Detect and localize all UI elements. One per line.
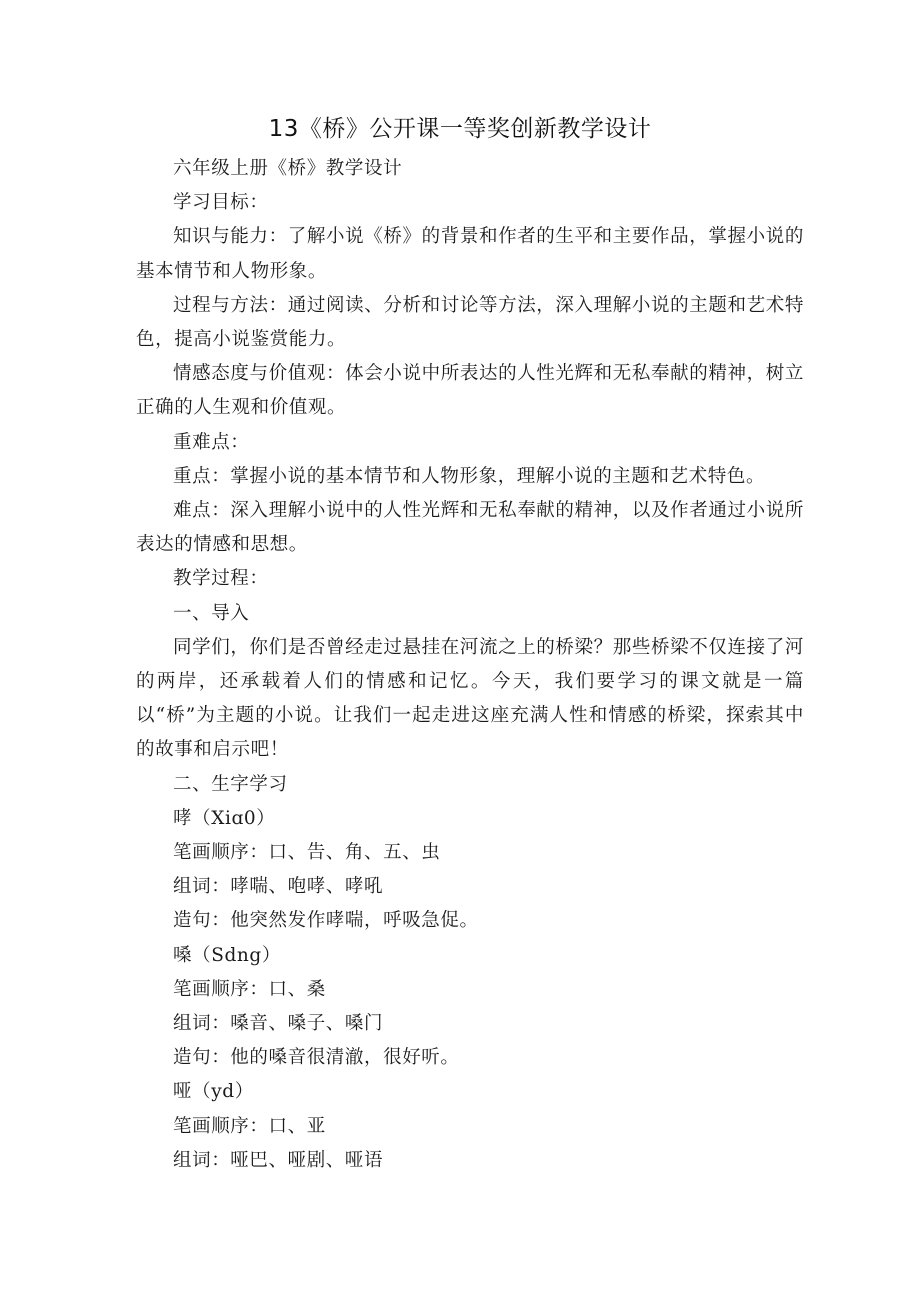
paragraph-intro: 同学们，你们是否曾经走过悬挂在河流之上的桥梁？那些桥梁不仅连接了河的两岸，还承载着人们的情感和记忆。今天，我们要学习的课文就是一篇以“桥”为主题的小说。让我们一起走进这座充满人性和情感的桥梁，探索其中的故事和启示吧！ — [136, 636, 804, 761]
paragraph-char-xiao: 哮（Xiɑ0） — [173, 807, 276, 829]
paragraph-difficulty: 难点：深入理解小说中的人性光辉和无私奉献的精神，以及作者通过小说所表达的情感和思想。 — [136, 500, 804, 556]
paragraph-char-sang: 嗓（Sdng） — [173, 944, 281, 966]
paragraph-characters-heading: 二、生字学习 — [173, 773, 288, 795]
paragraph-xiao-words: 组词：哮喘、咆哮、哮吼 — [173, 876, 384, 898]
paragraph-keypoint: 重点：掌握小说的基本情节和人物形象，理解小说的主题和艺术特色。 — [173, 465, 766, 487]
paragraph-process-heading: 教学过程： — [173, 568, 269, 590]
paragraph-sang-sentence: 造句：他的嗓音很清澈，很好听。 — [173, 1047, 460, 1069]
paragraph-ya-words: 组词：哑巴、哑剧、哑语 — [173, 1149, 384, 1171]
document-title: 13《桥》公开课一等奖创新教学设计 — [268, 116, 652, 142]
paragraph-emotion: 情感态度与价值观：体会小说中所表达的人性光辉和无私奉献的精神，树立正确的人生观和价值观。 — [136, 363, 804, 419]
paragraph-objectives-heading: 学习目标： — [173, 192, 269, 214]
paragraph-sang-words: 组词：嗓音、嗓子、嗓门 — [173, 1013, 384, 1035]
paragraph-char-ya: 哑（yd） — [173, 1081, 254, 1103]
paragraph-knowledge: 知识与能力：了解小说《桥》的背景和作者的生平和主要作品，掌握小说的基本情节和人物形象。 — [136, 226, 804, 282]
paragraph-xiao-strokes: 笔画顺序：口、告、角、五、虫 — [173, 842, 441, 864]
paragraph-process: 过程与方法：通过阅读、分析和讨论等方法，深入理解小说的主题和艺术特色，提高小说鉴赏能力。 — [136, 294, 804, 351]
paragraph-intro-heading: 一、导入 — [173, 602, 250, 624]
paragraph-subtitle: 六年级上册《桥》教学设计 — [173, 158, 403, 179]
document-body — [136, 152, 804, 1178]
paragraph-ya-strokes: 笔画顺序：口、亚 — [173, 1115, 326, 1137]
paragraph-sang-strokes: 笔画顺序：口、桑 — [173, 978, 326, 1000]
paragraph-xiao-sentence: 造句：他突然发作哮喘，呼吸急促。 — [173, 910, 479, 932]
paragraph-keypoints-heading: 重难点： — [173, 431, 250, 453]
